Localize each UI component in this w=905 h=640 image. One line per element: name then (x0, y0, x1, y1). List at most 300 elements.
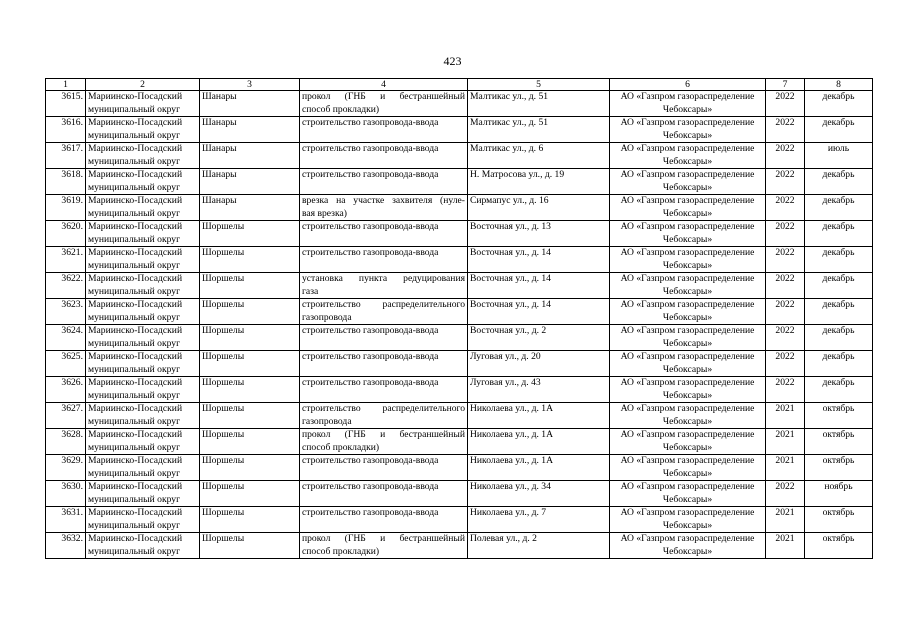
locality-cell (200, 533, 300, 559)
district-text: муниципальный округ (88, 129, 181, 141)
district-cell (86, 195, 200, 221)
table-row (46, 299, 873, 325)
row-number: 3615. (61, 91, 83, 102)
month-cell (805, 403, 873, 429)
year-cell (766, 247, 805, 273)
district-cell (86, 247, 200, 273)
address-cell (468, 325, 610, 351)
table-row (46, 351, 873, 377)
column-header: 2 (86, 79, 200, 91)
locality-cell (200, 325, 300, 351)
year-cell (766, 221, 805, 247)
work-type-cell (300, 221, 468, 247)
month-cell (805, 273, 873, 299)
month-text: октябрь (822, 533, 855, 544)
year-cell (766, 117, 805, 143)
row-number-cell (46, 117, 86, 143)
month-cell (805, 351, 873, 377)
row-number: 3625. (61, 351, 83, 362)
work-type-cell (300, 195, 468, 221)
address-text: Луговая ул., д. 43 (470, 377, 541, 388)
work-type-cell (300, 481, 468, 507)
month-text: декабрь (822, 247, 855, 258)
organization-cell (610, 481, 766, 507)
district-text: муниципальный округ (88, 519, 181, 531)
row-number: 3621. (61, 247, 83, 258)
row-number-cell (46, 91, 86, 117)
organization-cell (610, 351, 766, 377)
organization-text: АО «Газпром газораспределение (620, 403, 755, 414)
work-type-text: строительство газопровода-ввода (302, 117, 439, 128)
address-text: Луговая ул., д. 20 (470, 351, 541, 362)
locality-cell (200, 455, 300, 481)
locality-text: Шанары (202, 117, 237, 128)
row-number-cell (46, 247, 86, 273)
work-type-text: установка пункта редуцирования (302, 273, 465, 284)
month-cell (805, 533, 873, 559)
month-cell (805, 325, 873, 351)
table-row (46, 325, 873, 351)
organization-text: Чебоксары» (662, 259, 713, 271)
organization-cell (610, 221, 766, 247)
month-cell (805, 455, 873, 481)
organization-text: АО «Газпром газораспределение (620, 507, 755, 518)
district-cell (86, 299, 200, 325)
work-type-text: строительство газопровода-ввода (302, 377, 439, 388)
district-cell (86, 169, 200, 195)
year-cell (766, 169, 805, 195)
organization-cell (610, 325, 766, 351)
row-number-cell (46, 455, 86, 481)
locality-cell (200, 91, 300, 117)
district-text: Мариинско-Посадский (88, 195, 183, 206)
district-text: муниципальный округ (88, 441, 181, 453)
table-row (46, 429, 873, 455)
row-number: 3617. (61, 143, 83, 154)
row-number-cell (46, 195, 86, 221)
district-cell (86, 143, 200, 169)
row-number: 3622. (61, 273, 83, 284)
row-number-cell (46, 143, 86, 169)
district-cell (86, 221, 200, 247)
year-text: 2022 (775, 377, 795, 388)
district-cell (86, 403, 200, 429)
district-text: Мариинско-Посадский (88, 91, 183, 102)
year-text: 2022 (775, 325, 795, 336)
column-header: 4 (300, 79, 468, 91)
month-cell (805, 507, 873, 533)
district-text: Мариинско-Посадский (88, 403, 183, 414)
organization-cell (610, 169, 766, 195)
organization-cell (610, 273, 766, 299)
year-text: 2021 (775, 533, 795, 544)
year-cell (766, 273, 805, 299)
address-cell (468, 143, 610, 169)
organization-text: Чебоксары» (662, 233, 713, 245)
organization-cell (610, 143, 766, 169)
district-text: муниципальный округ (88, 233, 181, 245)
year-cell (766, 143, 805, 169)
row-number-cell (46, 221, 86, 247)
month-text: декабрь (822, 169, 855, 180)
address-cell (468, 455, 610, 481)
work-type-text: прокол (ГНБ и бестраншейный (302, 429, 465, 440)
row-number: 3627. (61, 403, 83, 414)
district-text: Мариинско-Посадский (88, 221, 183, 232)
address-cell (468, 533, 610, 559)
month-cell (805, 481, 873, 507)
work-type-cell (300, 143, 468, 169)
district-text: Мариинско-Посадский (88, 481, 183, 492)
organization-text: АО «Газпром газораспределение (620, 273, 755, 284)
month-cell (805, 429, 873, 455)
year-text: 2021 (775, 403, 795, 414)
district-cell (86, 507, 200, 533)
address-text: Восточная ул., д. 13 (470, 221, 551, 232)
locality-text: Шанары (202, 169, 237, 180)
month-cell (805, 299, 873, 325)
table-row (46, 273, 873, 299)
organization-cell (610, 91, 766, 117)
locality-cell (200, 429, 300, 455)
year-cell (766, 195, 805, 221)
work-type-cell (300, 247, 468, 273)
address-cell (468, 403, 610, 429)
row-number-cell (46, 481, 86, 507)
locality-cell (200, 195, 300, 221)
table-row (46, 117, 873, 143)
address-cell (468, 377, 610, 403)
organization-text: Чебоксары» (662, 493, 713, 505)
organization-cell (610, 247, 766, 273)
organization-text: Чебоксары» (662, 363, 713, 375)
table-row (46, 403, 873, 429)
work-type-text: способ прокладки) (302, 103, 380, 115)
locality-text: Шоршелы (202, 273, 245, 284)
organization-text: АО «Газпром газораспределение (620, 117, 755, 128)
organization-text: Чебоксары» (662, 441, 713, 453)
month-cell (805, 247, 873, 273)
district-text: муниципальный округ (88, 337, 181, 349)
locality-cell (200, 507, 300, 533)
row-number-cell (46, 403, 86, 429)
address-text: Восточная ул., д. 14 (470, 299, 551, 310)
work-type-cell (300, 299, 468, 325)
district-text: Мариинско-Посадский (88, 325, 183, 336)
year-cell (766, 325, 805, 351)
locality-cell (200, 481, 300, 507)
organization-text: Чебоксары» (662, 545, 713, 557)
month-text: декабрь (822, 91, 855, 102)
district-text: Мариинско-Посадский (88, 533, 183, 544)
row-number-cell (46, 507, 86, 533)
organization-cell (610, 429, 766, 455)
registry-table (45, 78, 873, 559)
address-text: Малтикас ул., д. 51 (470, 117, 549, 128)
month-cell (805, 143, 873, 169)
table-row (46, 169, 873, 195)
district-cell (86, 377, 200, 403)
organization-text: АО «Газпром газораспределение (620, 169, 755, 180)
organization-text: Чебоксары» (662, 129, 713, 141)
row-number: 3623. (61, 299, 83, 310)
organization-text: Чебоксары» (662, 207, 713, 219)
month-text: декабрь (822, 221, 855, 232)
address-cell (468, 169, 610, 195)
work-type-text: способ прокладки) (302, 441, 380, 453)
month-text: декабрь (822, 117, 855, 128)
locality-cell (200, 169, 300, 195)
organization-text: АО «Газпром газораспределение (620, 325, 755, 336)
work-type-cell (300, 455, 468, 481)
organization-text: Чебоксары» (662, 155, 713, 167)
row-number: 3632. (61, 533, 83, 544)
row-number-cell (46, 169, 86, 195)
organization-text: АО «Газпром газораспределение (620, 91, 755, 102)
month-text: ноябрь (824, 481, 853, 492)
row-number: 3619. (61, 195, 83, 206)
organization-text: АО «Газпром газораспределение (620, 247, 755, 258)
organization-text: Чебоксары» (662, 103, 713, 115)
district-cell (86, 455, 200, 481)
district-cell (86, 117, 200, 143)
row-number: 3618. (61, 169, 83, 180)
organization-text: АО «Газпром газораспределение (620, 221, 755, 232)
year-text: 2022 (775, 169, 795, 180)
work-type-text: строительство газопровода-ввода (302, 221, 439, 232)
district-text: Мариинско-Посадский (88, 377, 183, 388)
month-text: декабрь (822, 273, 855, 284)
district-text: муниципальный округ (88, 363, 181, 375)
work-type-text: строительство газопровода-ввода (302, 169, 439, 180)
organization-cell (610, 195, 766, 221)
year-text: 2022 (775, 221, 795, 232)
organization-text: Чебоксары» (662, 285, 713, 297)
work-type-text: строительство газопровода-ввода (302, 351, 439, 362)
table-row (46, 377, 873, 403)
organization-cell (610, 455, 766, 481)
work-type-text: врезка на участке захвителя (нуле- (302, 195, 465, 206)
address-text: Восточная ул., д. 14 (470, 273, 551, 284)
row-number-cell (46, 377, 86, 403)
organization-text: АО «Газпром газораспределение (620, 195, 755, 206)
column-header: 8 (805, 79, 873, 91)
district-text: муниципальный округ (88, 311, 181, 323)
organization-text: АО «Газпром газораспределение (620, 377, 755, 388)
district-text: муниципальный округ (88, 259, 181, 271)
organization-text: Чебоксары» (662, 337, 713, 349)
work-type-text: строительство газопровода-ввода (302, 325, 439, 336)
district-text: Мариинско-Посадский (88, 429, 183, 440)
work-type-text: прокол (ГНБ и бестраншейный (302, 533, 465, 544)
locality-cell (200, 273, 300, 299)
year-cell (766, 377, 805, 403)
district-text: муниципальный округ (88, 285, 181, 297)
address-text: Малтикас ул., д. 6 (470, 143, 544, 154)
year-cell (766, 351, 805, 377)
table-header (46, 79, 873, 91)
work-type-text: строительство газопровода-ввода (302, 507, 439, 518)
locality-text: Шоршелы (202, 455, 245, 466)
organization-text: АО «Газпром газораспределение (620, 429, 755, 440)
organization-text: Чебоксары» (662, 467, 713, 479)
table-row (46, 247, 873, 273)
work-type-text: газопровода (302, 415, 352, 427)
month-cell (805, 117, 873, 143)
header-row (46, 79, 873, 91)
address-cell (468, 273, 610, 299)
locality-text: Шоршелы (202, 533, 245, 544)
month-text: декабрь (822, 325, 855, 336)
organization-text: Чебоксары» (662, 181, 713, 193)
district-cell (86, 533, 200, 559)
month-text: декабрь (822, 195, 855, 206)
district-text: муниципальный округ (88, 389, 181, 401)
locality-cell (200, 143, 300, 169)
address-cell (468, 351, 610, 377)
locality-cell (200, 351, 300, 377)
year-text: 2022 (775, 351, 795, 362)
work-type-cell (300, 169, 468, 195)
row-number: 3616. (61, 117, 83, 128)
district-text: Мариинско-Посадский (88, 247, 183, 258)
work-type-text: способ прокладки) (302, 545, 380, 557)
district-text: Мариинско-Посадский (88, 143, 183, 154)
work-type-cell (300, 507, 468, 533)
work-type-cell (300, 117, 468, 143)
year-text: 2021 (775, 507, 795, 518)
address-cell (468, 195, 610, 221)
locality-text: Шоршелы (202, 247, 245, 258)
organization-text: АО «Газпром газораспределение (620, 299, 755, 310)
locality-text: Шоршелы (202, 351, 245, 362)
year-text: 2022 (775, 299, 795, 310)
year-text: 2022 (775, 91, 795, 102)
page-number: 423 (443, 54, 462, 68)
district-cell (86, 273, 200, 299)
address-text: Николаева ул., д. 34 (470, 481, 551, 492)
column-header: 1 (46, 79, 86, 91)
work-type-cell (300, 403, 468, 429)
month-text: декабрь (822, 377, 855, 388)
year-text: 2022 (775, 273, 795, 284)
address-cell (468, 221, 610, 247)
address-text: Николаева ул., д. 1А (470, 429, 554, 440)
district-text: Мариинско-Посадский (88, 273, 183, 284)
district-text: муниципальный округ (88, 103, 181, 115)
year-cell (766, 455, 805, 481)
address-text: Н. Матросова ул., д. 19 (470, 169, 565, 180)
organization-text: Чебоксары» (662, 311, 713, 323)
district-text: муниципальный округ (88, 493, 181, 505)
district-text: Мариинско-Посадский (88, 351, 183, 362)
table-row (46, 91, 873, 117)
month-text: июль (827, 143, 850, 154)
district-text: муниципальный округ (88, 545, 181, 557)
month-text: октябрь (822, 455, 855, 466)
address-text: Николаева ул., д. 1А (470, 455, 554, 466)
organization-text: АО «Газпром газораспределение (620, 455, 755, 466)
locality-text: Шанары (202, 195, 237, 206)
table-row (46, 455, 873, 481)
month-cell (805, 169, 873, 195)
address-cell (468, 481, 610, 507)
work-type-cell (300, 91, 468, 117)
address-text: Сирмапус ул., д. 16 (470, 195, 549, 206)
district-text: Мариинско-Посадский (88, 299, 183, 310)
organization-text: Чебоксары» (662, 415, 713, 427)
organization-text: Чебоксары» (662, 519, 713, 531)
row-number-cell (46, 273, 86, 299)
address-text: Малтикас ул., д. 51 (470, 91, 549, 102)
locality-text: Шанары (202, 143, 237, 154)
address-text: Николаева ул., д. 1А (470, 403, 554, 414)
row-number-cell (46, 299, 86, 325)
locality-text: Шоршелы (202, 429, 245, 440)
month-text: октябрь (822, 403, 855, 414)
locality-text: Шоршелы (202, 221, 245, 232)
year-cell (766, 533, 805, 559)
year-text: 2022 (775, 247, 795, 258)
column-header: 5 (468, 79, 610, 91)
row-number: 3620. (61, 221, 83, 232)
organization-cell (610, 299, 766, 325)
district-text: Мариинско-Посадский (88, 507, 183, 518)
work-type-cell (300, 325, 468, 351)
month-text: октябрь (822, 507, 855, 518)
locality-cell (200, 247, 300, 273)
row-number-cell (46, 351, 86, 377)
year-cell (766, 429, 805, 455)
month-text: декабрь (822, 351, 855, 362)
month-cell (805, 221, 873, 247)
row-number: 3624. (61, 325, 83, 336)
table-body (46, 91, 873, 559)
district-text: Мариинско-Посадский (88, 455, 183, 466)
organization-text: АО «Газпром газораспределение (620, 481, 755, 492)
row-number: 3628. (61, 429, 83, 440)
table-row (46, 533, 873, 559)
work-type-cell (300, 429, 468, 455)
address-cell (468, 507, 610, 533)
address-text: Восточная ул., д. 14 (470, 247, 551, 258)
district-cell (86, 481, 200, 507)
table-row (46, 507, 873, 533)
work-type-cell (300, 351, 468, 377)
row-number-cell (46, 429, 86, 455)
work-type-text: строительство газопровода-ввода (302, 247, 439, 258)
table-row (46, 221, 873, 247)
address-text: Николаева ул., д. 7 (470, 507, 547, 518)
column-header: 7 (766, 79, 805, 91)
work-type-text: строительство распределительного (302, 403, 465, 414)
organization-cell (610, 117, 766, 143)
work-type-text: строительство газопровода-ввода (302, 481, 439, 492)
column-header: 6 (610, 79, 766, 91)
work-type-text: газопровода (302, 311, 352, 323)
address-cell (468, 117, 610, 143)
organization-cell (610, 533, 766, 559)
locality-text: Шоршелы (202, 377, 245, 388)
work-type-cell (300, 377, 468, 403)
organization-text: Чебоксары» (662, 389, 713, 401)
table-row (46, 195, 873, 221)
column-header: 3 (200, 79, 300, 91)
row-number: 3631. (61, 507, 83, 518)
organization-text: АО «Газпром газораспределение (620, 351, 755, 362)
table-row (46, 481, 873, 507)
year-text: 2022 (775, 481, 795, 492)
